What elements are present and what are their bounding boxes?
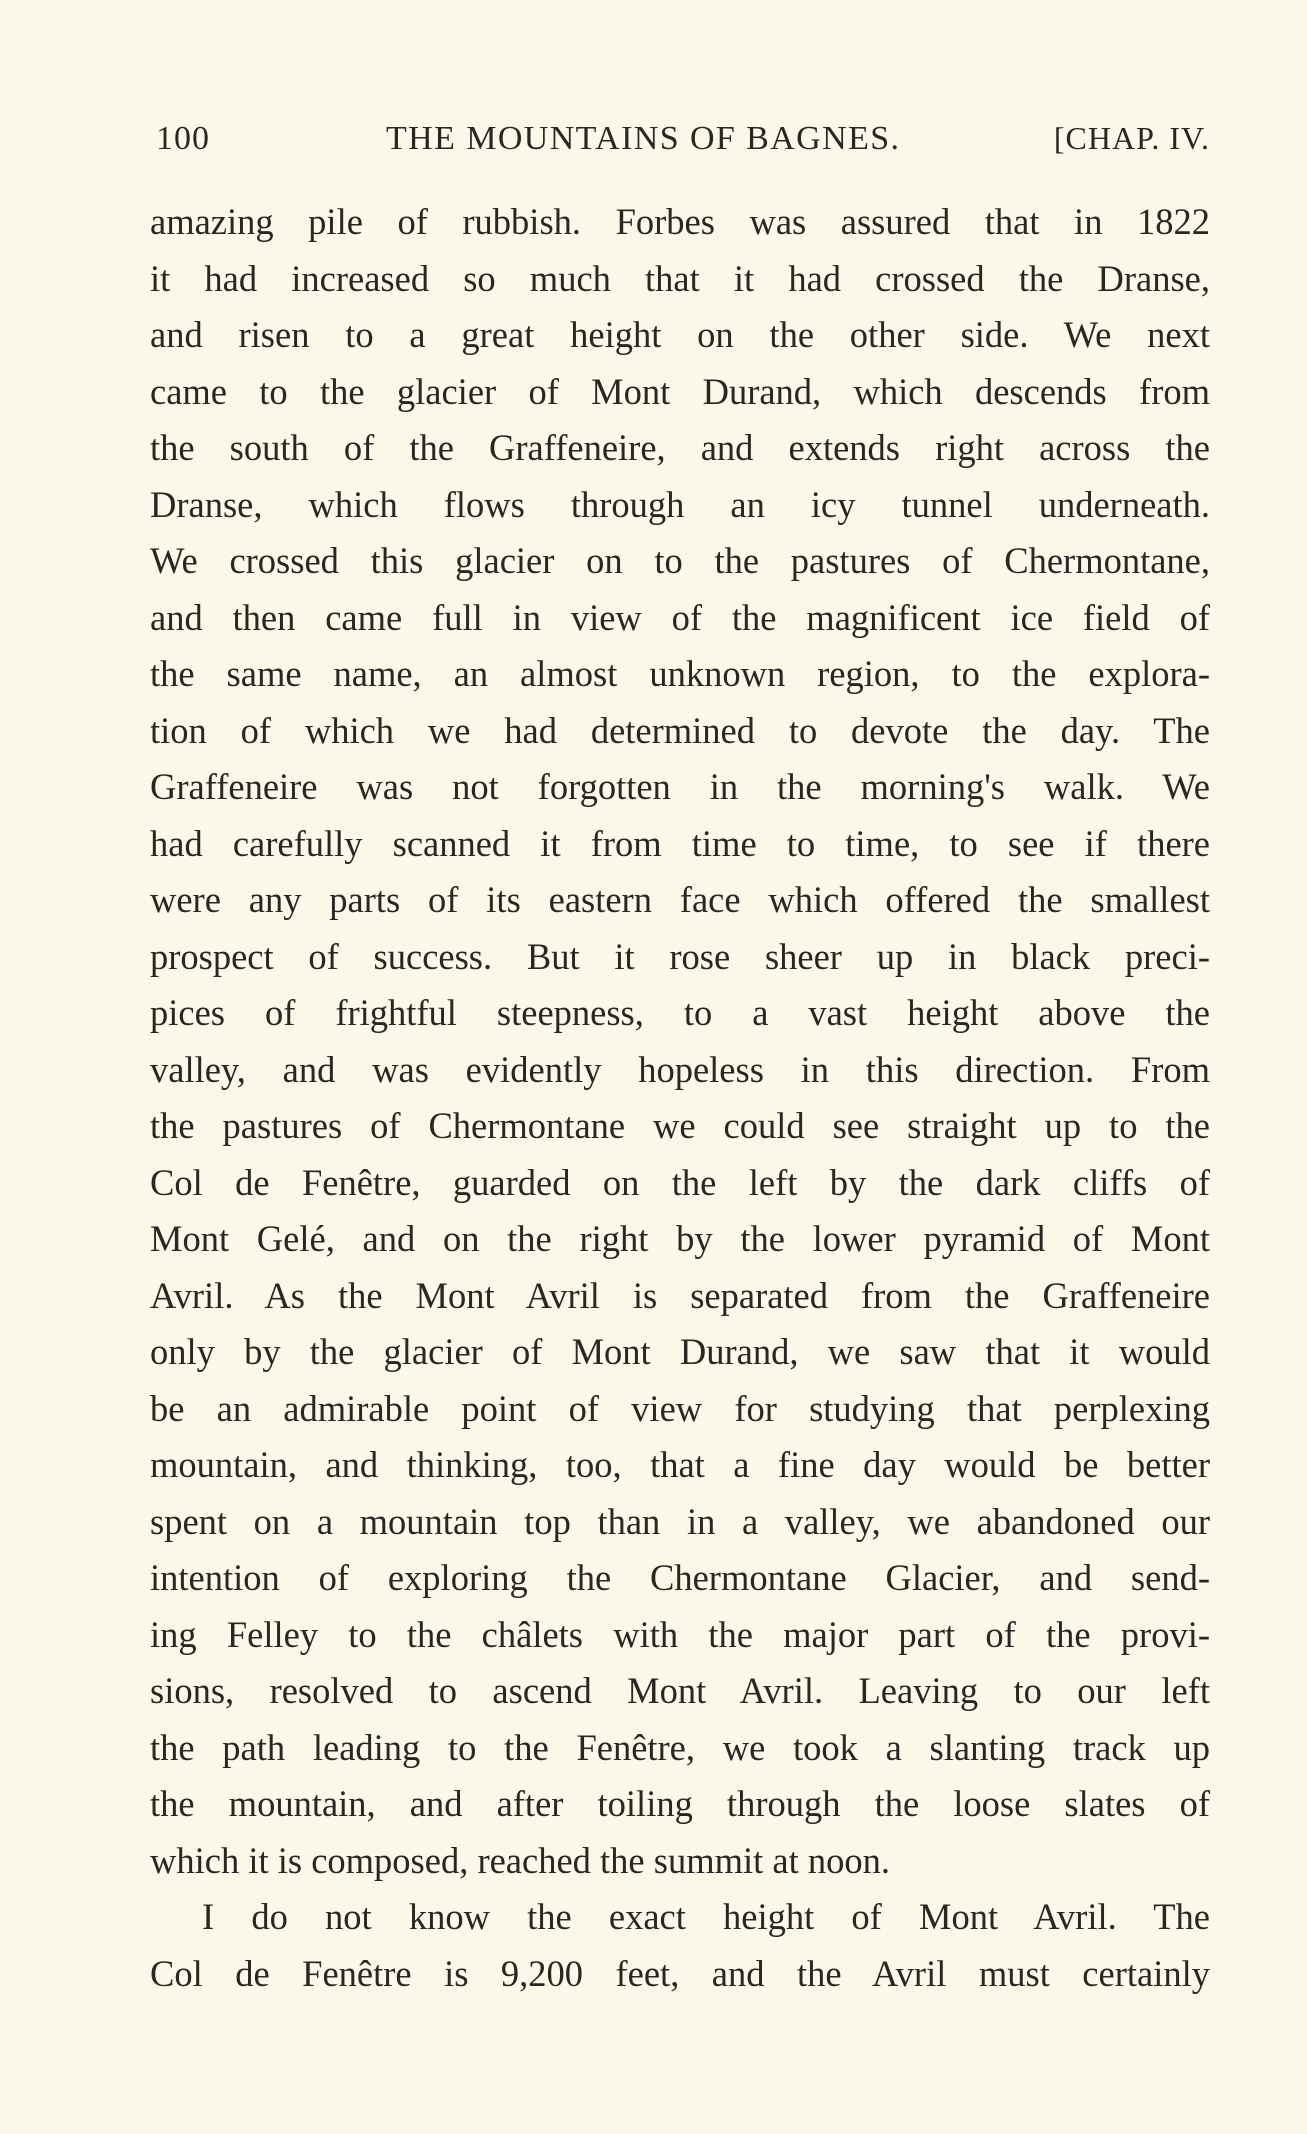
text-line: the same name, an almost unknown region, to the explora-	[150, 653, 1210, 694]
text-line: were any parts of its eastern face which offered the smallest	[150, 879, 1210, 920]
text-line: came to the glacier of Mont Durand, which descends from	[150, 370, 1210, 412]
text-line: Avril. As the Mont Avril is separated from the Graffeneire	[150, 1274, 1210, 1316]
text-line: intention of exploring the Chermontane Glacier, and send-	[150, 1557, 1210, 1598]
text-line: and risen to a great height on the other side. We next	[150, 314, 1210, 355]
body-text	[150, 194, 1210, 2002]
text-line: only by the glacier of Mont Durand, we saw that it would	[150, 1331, 1210, 1372]
text-line: sions, resolved to ascend Mont Avril. Leaving to our left	[150, 1670, 1210, 1711]
text-line: and then came full in view of the magnificent ice field of	[150, 596, 1210, 638]
text-line: We crossed this glacier on to the pastures of Chermontane,	[150, 540, 1210, 581]
text-line: had carefully scanned it from time to time, to see if there	[150, 822, 1210, 864]
text-line: Col de Fenêtre, guarded on the left by the dark cliffs of	[150, 1161, 1210, 1203]
text-line: pices of frightful steepness, to a vast height above the	[150, 992, 1210, 1033]
text-line: Col de Fenêtre is 9,200 feet, and the Avril must certainly	[150, 1952, 1210, 1994]
text-line: spent on a mountain top than in a valley, we abandoned our	[150, 1500, 1210, 1542]
text-line: tion of which we had determined to devote the day. The	[150, 709, 1210, 751]
text-line: Dranse, which flows through an icy tunnel underneath.	[150, 483, 1210, 525]
running-title: THE MOUNTAINS OF BAGNES.	[386, 120, 901, 157]
text-line: be an admirable point of view for studying that perplexing	[150, 1387, 1210, 1429]
text-line: Mont Gelé, and on the right by the lower pyramid of Mont	[150, 1218, 1210, 1259]
text-line: amazing pile of rubbish. Forbes was assured that in 1822	[150, 201, 1210, 242]
text-line: valley, and was evidently hopeless in this direction. From	[150, 1048, 1210, 1090]
page-number: 100	[156, 120, 210, 157]
text-line: the pastures of Chermontane we could see straight up to the	[150, 1105, 1210, 1146]
text-line: the path leading to the Fenêtre, we took a slanting track up	[150, 1726, 1210, 1768]
text-line: mountain, and thinking, too, that a fine day would be better	[150, 1444, 1210, 1485]
text-line: I do not know the exact height of Mont Avril. The	[202, 1896, 1210, 1937]
text-line: ing Felley to the châlets with the major part of the provi-	[150, 1613, 1210, 1655]
text-line: Graffeneire was not forgotten in the morning's walk. We	[150, 766, 1210, 807]
running-head	[150, 120, 1210, 164]
chapter-marker: [CHAP. IV.	[1053, 120, 1210, 156]
text-line: which it is composed, reached the summit at noon.	[150, 1839, 890, 1881]
text-line: the south of the Graffeneire, and extends right across the	[150, 427, 1210, 468]
text-line: the mountain, and after toiling through the loose slates of	[150, 1783, 1210, 1824]
text-line: prospect of success. But it rose sheer up in black preci-	[150, 935, 1210, 977]
text-line: it had increased so much that it had crossed the Dranse,	[150, 257, 1210, 299]
